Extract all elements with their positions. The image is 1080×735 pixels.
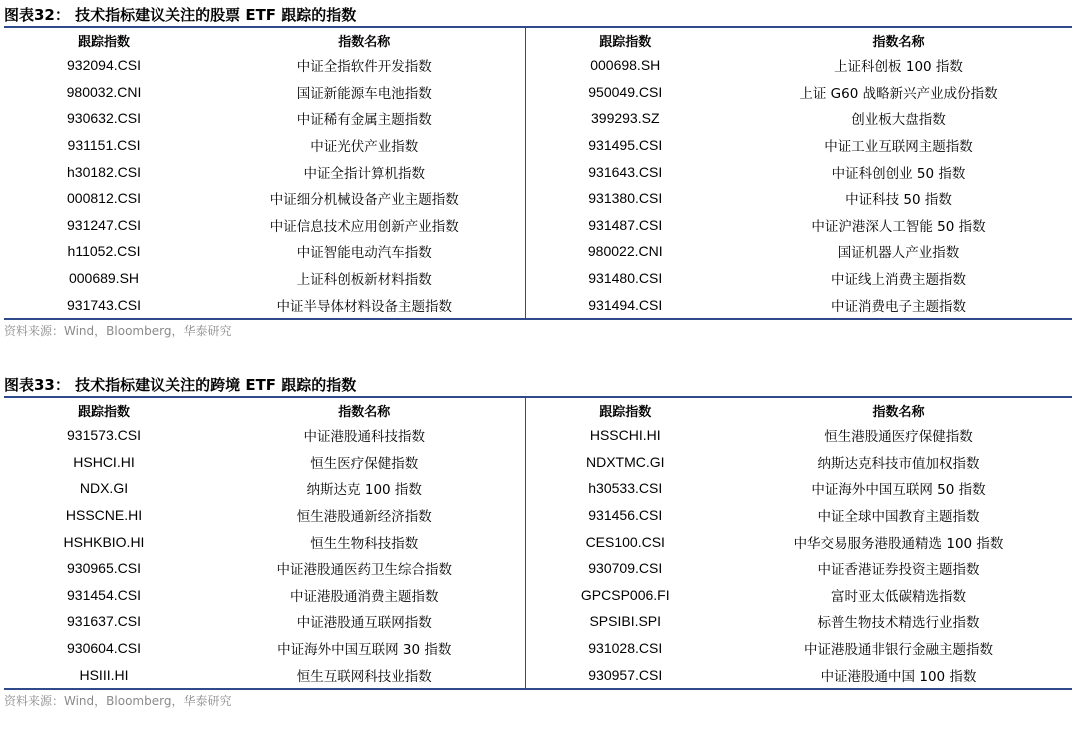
index-code-cell: HSHKBIO.HI (63, 533, 145, 550)
index-code-cell: 931743.CSI (4, 291, 204, 319)
index-name-cell: 中证工业互联网主题指数 (824, 139, 973, 156)
index-code-cell: 399293.SZ (591, 110, 660, 127)
index-name-cell: 恒生互联网科技业指数 (204, 661, 525, 689)
index-name-cell: 中证沪港深人工智能 50 指数 (811, 218, 986, 235)
index-name-cell: 富时亚太低碳精选指数 (831, 588, 966, 605)
header-code: 跟踪指数 (77, 34, 130, 50)
index-code-cell: 931247.CSI (67, 216, 141, 233)
table-row (4, 635, 1072, 662)
index-code-cell: 931643.CSI (588, 163, 663, 180)
table-row (4, 555, 1072, 582)
index-code-cell: 930604.CSI (67, 640, 141, 657)
table-row (4, 265, 1072, 292)
index-code-cell: 980032.CNI (66, 83, 142, 100)
index-name-cell: 中证细分机械设备产业主题指数 (204, 185, 525, 212)
index-name-cell: 中证智能电动汽车指数 (204, 238, 525, 265)
index-code-cell: CES100.CSI (585, 533, 665, 550)
table-row (4, 105, 1072, 132)
header-code: 跟踪指数 (599, 34, 652, 50)
index-name-cell: 中证海外中国互联网 50 指数 (811, 482, 986, 499)
table-row (4, 422, 1072, 449)
table-row (4, 158, 1072, 185)
index-name-cell: 中证全球中国教育主题指数 (817, 509, 980, 526)
header-row (4, 398, 1072, 422)
index-name-cell: 纳斯达克 100 指数 (204, 475, 525, 502)
index-name-cell: 中证港股通互联网指数 (204, 608, 525, 635)
index-code-cell: 931495.CSI (588, 137, 663, 154)
index-code-cell: 930709.CSI (588, 560, 663, 577)
table-row (4, 475, 1072, 502)
index-code-cell: h30182.CSI (67, 163, 141, 180)
index-name-cell: 中证海外中国互联网 30 指数 (204, 635, 525, 662)
table-row (4, 582, 1072, 609)
index-name-cell: 中证科创创业 50 指数 (831, 165, 966, 182)
header-name: 指数名称 (204, 398, 525, 422)
index-code-cell: 931028.CSI (588, 640, 663, 657)
index-code-cell: h30533.CSI (588, 480, 663, 497)
index-code-cell: 931380.CSI (588, 190, 663, 207)
index-code-cell: 000698.SH (590, 57, 661, 74)
index-name-cell: 恒生医疗保健指数 (204, 449, 525, 476)
table-row (4, 132, 1072, 159)
header-name: 指数名称 (204, 28, 525, 52)
index-code-cell: 930632.CSI (67, 110, 141, 127)
index-name-cell: 中证稀有金属主题指数 (204, 105, 525, 132)
index-name-cell: 中证全指计算机指数 (204, 158, 525, 185)
index-name-cell: 恒生港股通新经济指数 (204, 502, 525, 529)
index-name-cell: 中华交易服务港股通精选 100 指数 (793, 535, 1004, 552)
table-row (4, 502, 1072, 529)
index-name-cell: 中证光伏产业指数 (204, 132, 525, 159)
index-code-cell: 000812.CSI (67, 190, 141, 207)
table-row (4, 449, 1072, 476)
index-code-cell: HSSCNE.HI (65, 507, 143, 524)
index-name-cell: 标普生物技术精选行业指数 (817, 615, 980, 632)
index-name-cell: 纳斯达克科技市值加权指数 (817, 455, 980, 472)
index-name-cell: 中证香港证券投资主题指数 (817, 562, 980, 579)
table-title: 图表33： 技术指标建议关注的跨境 ETF 跟踪的指数 (4, 374, 1072, 398)
index-table (4, 28, 1072, 320)
header-name: 指数名称 (872, 404, 925, 420)
table-block-etf-stock (4, 4, 1072, 342)
index-name-cell: 国证机器人产业指数 (837, 245, 960, 262)
index-name-cell: 中证半导体材料设备主题指数 (204, 291, 525, 319)
index-code-cell: 000689.SH (68, 270, 140, 287)
header-code: 跟踪指数 (599, 404, 652, 420)
index-code-cell: 931480.CSI (588, 270, 663, 287)
index-code-cell: 932094.CSI (67, 57, 141, 74)
index-table (4, 398, 1072, 690)
index-code-cell: HSSCHI.HI (589, 427, 661, 444)
index-name-cell: 中证港股通非银行金融主题指数 (804, 642, 993, 659)
index-name-cell: 恒生生物科技指数 (204, 528, 525, 555)
index-name-cell: 中证消费电子主题指数 (725, 291, 1072, 319)
index-name-cell: 中证港股通中国 100 指数 (725, 661, 1072, 689)
index-code-cell: NDX.GI (79, 480, 129, 497)
index-code-cell: 931487.CSI (588, 216, 663, 233)
table-row (4, 291, 1072, 319)
index-name-cell: 上证科创板 100 指数 (834, 59, 963, 76)
table-row (4, 52, 1072, 79)
source-note: 资料来源：Wind，Bloomberg，华泰研究 (4, 323, 232, 338)
index-name-cell: 上证科创板新材料指数 (204, 265, 525, 292)
index-code-cell: 931494.CSI (525, 291, 725, 319)
index-code-cell: HSHCI.HI (73, 453, 135, 470)
table-row (4, 661, 1072, 689)
index-name-cell: 中证港股通医药卫生综合指数 (204, 555, 525, 582)
index-code-cell: HSIII.HI (4, 661, 204, 689)
index-name-cell: 中证科技 50 指数 (845, 192, 952, 209)
index-code-cell: 930957.CSI (525, 661, 725, 689)
index-code-cell: SPSIBI.SPI (589, 613, 662, 630)
index-code-cell: GPCSP006.FI (580, 586, 670, 603)
table-row (4, 528, 1072, 555)
index-name-cell: 上证 G60 战略新兴产业成份指数 (799, 85, 998, 102)
index-code-cell: NDXTMC.GI (585, 453, 665, 470)
index-name-cell: 中证全指软件开发指数 (204, 52, 525, 79)
index-name-cell: 恒生港股通医疗保健指数 (824, 429, 973, 446)
table-row (4, 79, 1072, 106)
index-name-cell: 中证信息技术应用创新产业指数 (204, 212, 525, 239)
index-code-cell: 931456.CSI (588, 507, 663, 524)
index-name-cell: 中证线上消费主题指数 (831, 272, 966, 289)
table-block-etf-crossborder (4, 374, 1072, 712)
header-row (4, 28, 1072, 52)
index-code-cell: 931454.CSI (67, 586, 141, 603)
header-name: 指数名称 (872, 34, 925, 50)
index-name-cell: 中证港股通消费主题指数 (204, 582, 525, 609)
index-code-cell: 930965.CSI (67, 560, 141, 577)
index-name-cell: 中证港股通科技指数 (204, 422, 525, 449)
header-code: 跟踪指数 (77, 404, 130, 420)
table-row (4, 608, 1072, 635)
index-name-cell: 创业板大盘指数 (851, 112, 946, 129)
index-code-cell: 931637.CSI (67, 613, 141, 630)
index-code-cell: 931151.CSI (67, 137, 141, 154)
index-name-cell: 国证新能源车电池指数 (204, 79, 525, 106)
table-row (4, 185, 1072, 212)
index-code-cell: h11052.CSI (67, 243, 141, 260)
table-row (4, 212, 1072, 239)
table-row (4, 238, 1072, 265)
index-code-cell: 931573.CSI (67, 427, 141, 444)
index-code-cell: 950049.CSI (588, 83, 663, 100)
source-note: 资料来源：Wind，Bloomberg，华泰研究 (4, 693, 232, 708)
table-title: 图表32： 技术指标建议关注的股票 ETF 跟踪的指数 (4, 4, 1072, 28)
index-code-cell: 980022.CNI (587, 243, 663, 260)
